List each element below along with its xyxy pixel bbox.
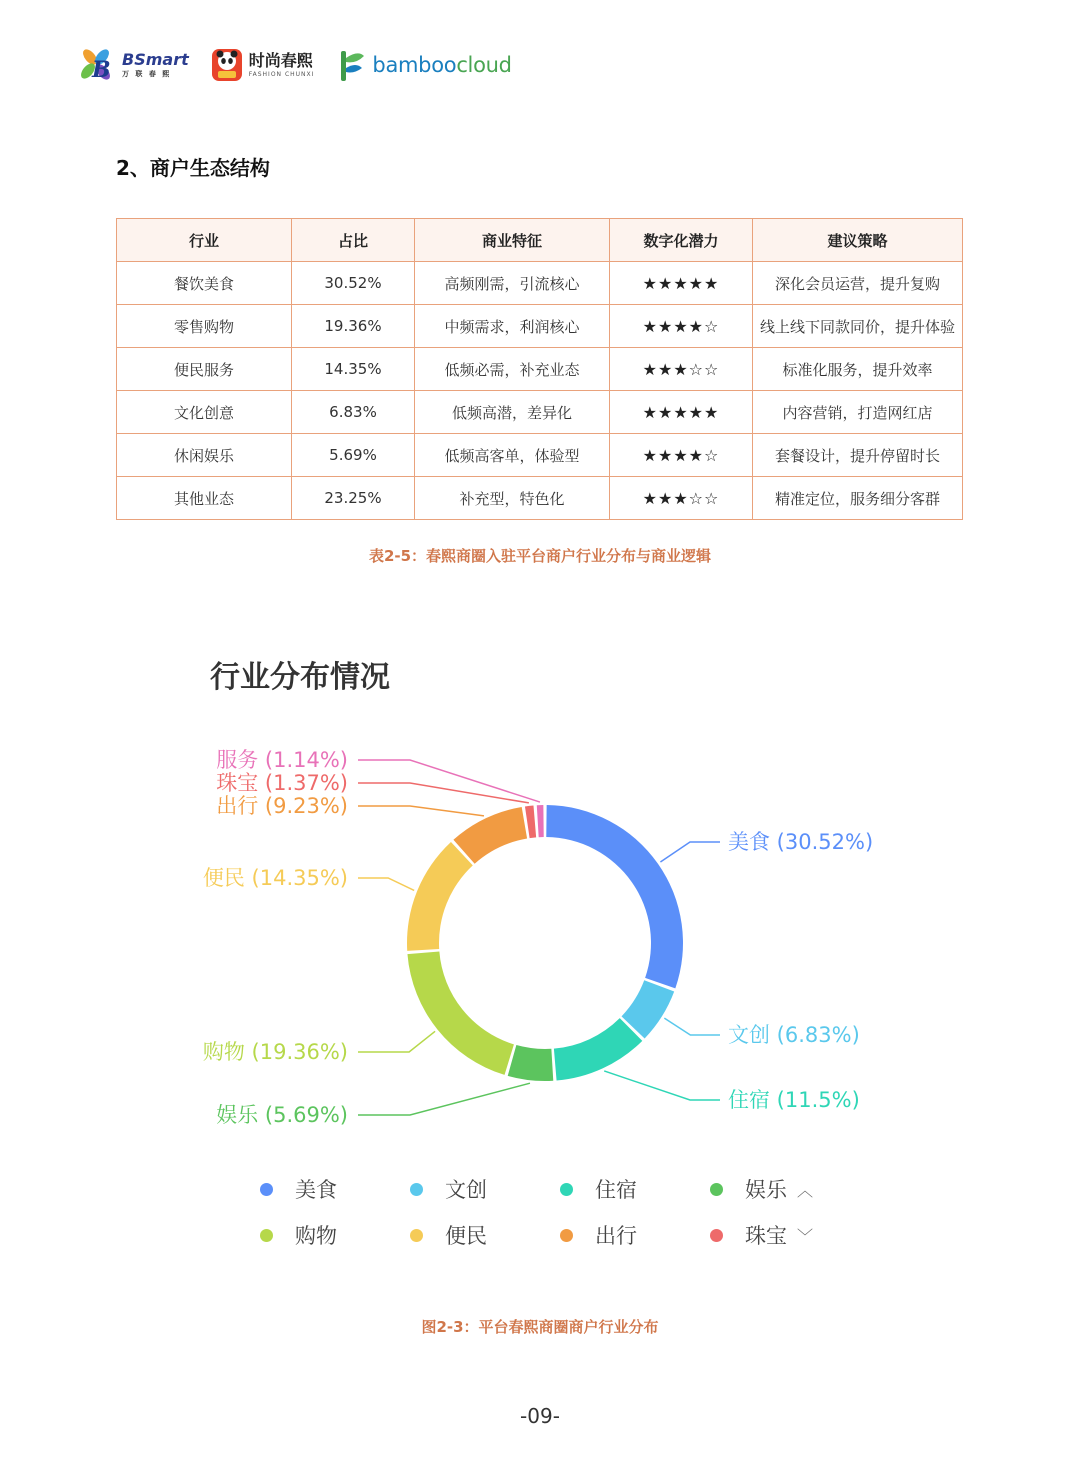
legend-label: 购物	[295, 1224, 337, 1248]
legend-label: 美食	[295, 1178, 337, 1202]
legend-label: 文创	[445, 1178, 487, 1202]
table-row	[117, 477, 963, 520]
table-row	[117, 348, 963, 391]
table-cell: 19.36%	[292, 305, 415, 348]
legend-label: 珠宝	[745, 1224, 787, 1248]
legend-dot	[560, 1183, 573, 1196]
table-row	[117, 391, 963, 434]
leader-line	[358, 878, 414, 890]
table-cell: 中频需求，利润核心	[415, 305, 610, 348]
legend-row	[250, 1212, 850, 1258]
donut-slice-珠宝[interactable]	[525, 805, 536, 838]
slice-label: 住宿 (11.5%)	[728, 1088, 860, 1112]
bamboo-leaf-icon	[336, 48, 366, 82]
table-cell: 套餐设计，提升停留时长	[753, 434, 963, 477]
legend-item[interactable]	[250, 1174, 400, 1204]
chart-legend	[250, 1166, 850, 1258]
chunxi-subtitle: FASHION CHUNXI	[248, 70, 315, 78]
chevron-down-icon[interactable]: ﹀	[797, 1226, 814, 1246]
donut-slice-娱乐[interactable]	[508, 1045, 554, 1081]
legend-item[interactable]	[400, 1174, 550, 1204]
donut-slice-购物[interactable]	[407, 952, 513, 1075]
slice-label: 珠宝 (1.37%)	[216, 771, 348, 795]
table-cell: 餐饮美食	[117, 262, 292, 305]
legend-item[interactable]	[550, 1174, 700, 1204]
bsmart-logo	[78, 47, 189, 83]
bamboocloud-name-part2: cloud	[456, 53, 512, 77]
bsmart-flower-icon	[78, 47, 116, 83]
legend-dot	[260, 1183, 273, 1196]
star-rating: ★★★☆☆	[610, 477, 753, 520]
legend-label: 便民	[445, 1224, 487, 1248]
table-cell: 便民服务	[117, 348, 292, 391]
table-header-row	[117, 219, 963, 262]
legend-row	[250, 1166, 850, 1212]
table-cell: 高频刚需，引流核心	[415, 262, 610, 305]
panda-icon	[211, 48, 243, 82]
industry-donut-chart	[0, 730, 1080, 1160]
slice-label: 文创 (6.83%)	[728, 1023, 860, 1047]
table-header-cell: 占比	[292, 219, 415, 262]
table-cell: 精准定位，服务细分客群	[753, 477, 963, 520]
legend-label: 出行	[595, 1224, 637, 1248]
legend-item[interactable]	[400, 1220, 550, 1250]
page-number: -09-	[520, 1404, 560, 1428]
star-rating: ★★★★☆	[610, 305, 753, 348]
slice-label: 便民 (14.35%)	[202, 866, 348, 890]
leader-line	[664, 1018, 720, 1035]
chunxi-logo	[211, 48, 315, 82]
legend-item[interactable]	[550, 1220, 700, 1250]
star-rating: ★★★★★	[610, 391, 753, 434]
legend-dot	[710, 1229, 723, 1242]
bsmart-name: BSmart	[122, 50, 189, 69]
legend-dot	[410, 1229, 423, 1242]
table-cell: 低频高潜，差异化	[415, 391, 610, 434]
table-header-cell: 商业特征	[415, 219, 610, 262]
star-rating: ★★★☆☆	[610, 348, 753, 391]
chevron-up-icon[interactable]: ︿	[797, 1180, 814, 1200]
leader-line	[660, 842, 720, 862]
legend-item[interactable]	[700, 1220, 850, 1250]
table-cell: 14.35%	[292, 348, 415, 391]
legend-label: 娱乐	[745, 1178, 787, 1202]
star-rating: ★★★★☆	[610, 434, 753, 477]
chart-title: 行业分布情况	[210, 660, 390, 695]
donut-slice-出行[interactable]	[453, 807, 527, 864]
merchant-industry-table	[116, 218, 963, 520]
table-cell: 6.83%	[292, 391, 415, 434]
legend-dot	[560, 1229, 573, 1242]
leader-line	[358, 760, 540, 802]
legend-dot	[410, 1183, 423, 1196]
chunxi-name: 时尚春熙	[248, 50, 313, 70]
table-cell: 线上线下同款同价，提升体验	[753, 305, 963, 348]
slice-label: 服务 (1.14%)	[216, 748, 348, 772]
table-row	[117, 434, 963, 477]
table-cell: 零售购物	[117, 305, 292, 348]
table-row	[117, 262, 963, 305]
svg-text:B: B	[92, 57, 111, 83]
leader-line	[358, 806, 484, 816]
bsmart-subtitle: 万 联 春 熙	[122, 70, 172, 78]
bamboocloud-name	[372, 53, 511, 77]
slice-label: 娱乐 (5.69%)	[216, 1103, 348, 1127]
leader-line	[604, 1071, 720, 1100]
legend-item[interactable]	[700, 1174, 850, 1204]
leader-line	[358, 1083, 530, 1115]
chart-caption: 图2-3：平台春熙商圈商户行业分布	[421, 1318, 659, 1336]
header-logos	[78, 40, 512, 90]
leader-line	[358, 783, 529, 803]
legend-dot	[260, 1229, 273, 1242]
table-cell: 23.25%	[292, 477, 415, 520]
legend-label: 住宿	[595, 1178, 637, 1202]
slice-label: 美食 (30.52%)	[728, 830, 874, 854]
table-cell: 5.69%	[292, 434, 415, 477]
bamboocloud-name-part1: bamboo	[372, 53, 457, 77]
legend-item[interactable]	[250, 1220, 400, 1250]
section-title: 2、商户生态结构	[116, 156, 270, 180]
donut-slice-美食[interactable]	[546, 805, 683, 988]
legend-dot	[710, 1183, 723, 1196]
table-caption: 表2-5：春熙商圈入驻平台商户行业分布与商业逻辑	[368, 547, 712, 565]
table-cell: 低频高客单，体验型	[415, 434, 610, 477]
table-header-cell: 建议策略	[753, 219, 963, 262]
donut-slice-便民[interactable]	[407, 842, 473, 951]
donut-slice-住宿[interactable]	[554, 1018, 642, 1080]
table-cell: 30.52%	[292, 262, 415, 305]
table-header-cell: 数字化潜力	[610, 219, 753, 262]
table-header-cell: 行业	[117, 219, 292, 262]
table-cell: 深化会员运营，提升复购	[753, 262, 963, 305]
table-row	[117, 305, 963, 348]
slice-label: 购物 (19.36%)	[202, 1040, 348, 1064]
leader-line	[358, 1031, 435, 1052]
table-cell: 补充型，特色化	[415, 477, 610, 520]
table-cell: 文化创意	[117, 391, 292, 434]
table-cell: 休闲娱乐	[117, 434, 292, 477]
table-cell: 其他业态	[117, 477, 292, 520]
table-cell: 低频必需，补充业态	[415, 348, 610, 391]
star-rating: ★★★★★	[610, 262, 753, 305]
donut-slice-服务[interactable]	[537, 805, 544, 837]
bamboocloud-logo	[336, 48, 511, 82]
table-cell: 标准化服务，提升效率	[753, 348, 963, 391]
table-cell: 内容营销，打造网红店	[753, 391, 963, 434]
slice-label: 出行 (9.23%)	[216, 794, 348, 818]
